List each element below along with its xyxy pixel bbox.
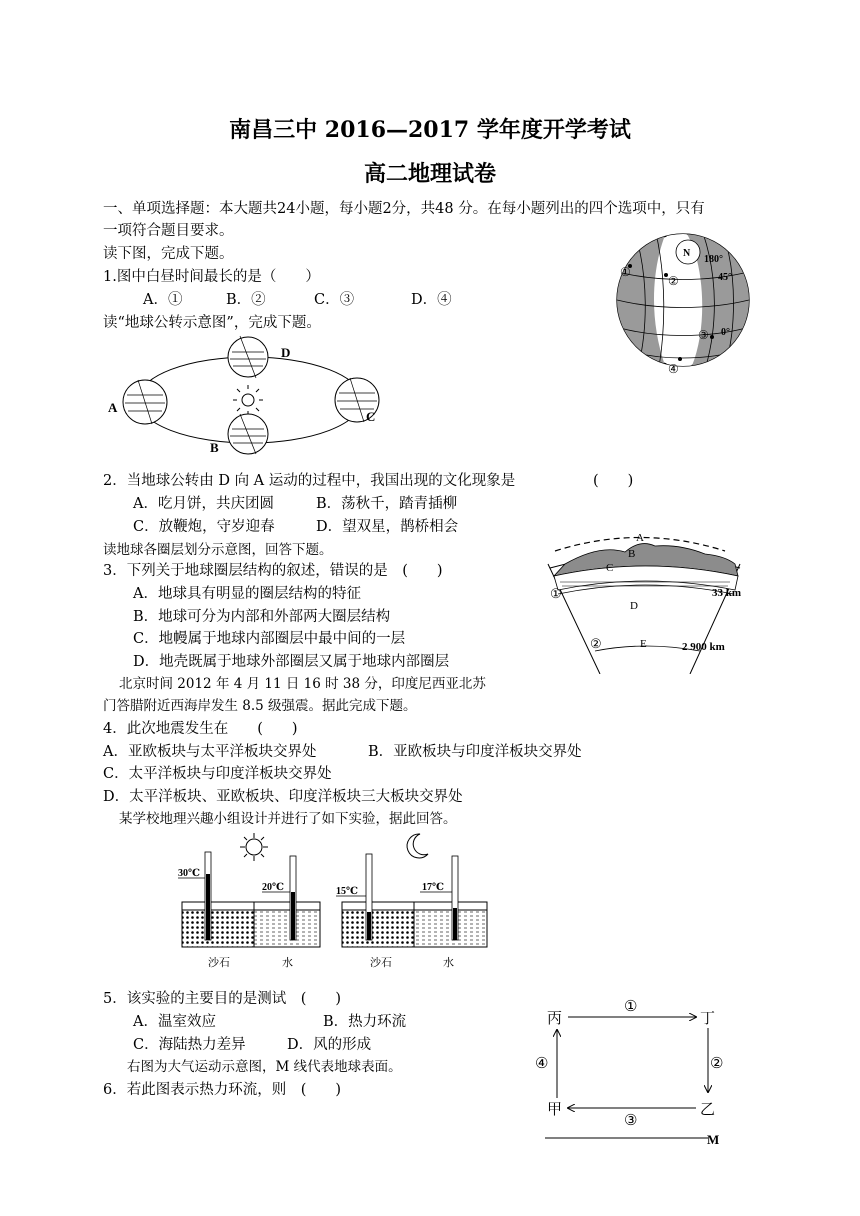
quake-passage-line2: 门答腊附近西海岸发生 8.5 级强震。据此完成下题。 bbox=[103, 698, 417, 714]
label-water-day: 水 bbox=[282, 957, 293, 969]
instruction-circulation: 右图为大气运动示意图，M 线代表地球表面。 bbox=[127, 1059, 402, 1075]
earth-layers-figure bbox=[540, 524, 755, 674]
layer-label-d: D bbox=[630, 600, 638, 612]
experiment-figure bbox=[170, 830, 500, 975]
q4-option-a: A．亚欧板块与太平洋板块交界处 bbox=[103, 744, 317, 760]
globe-mark-3: ③ bbox=[698, 328, 709, 342]
q5-option-d: D．风的形成 bbox=[287, 1037, 372, 1053]
temp-night-sand: 15℃ bbox=[336, 886, 358, 897]
arrow-label-4: ④ bbox=[535, 1056, 549, 1072]
quake-passage-line1: 北京时间 2012 年 4 月 11 日 16 时 38 分，印度尼西亚北苏 bbox=[119, 676, 486, 692]
instruction-experiment: 某学校地理兴趣小组设计并进行了如下实验，据此回答。 bbox=[119, 811, 457, 827]
orbit-label-d: D bbox=[281, 345, 291, 360]
instruction-orbit: 读“地球公转示意图”，完成下题。 bbox=[103, 315, 321, 331]
q3-option-d: D．地壳既属于地球外部圈层又属于地球内部圈层 bbox=[133, 654, 450, 670]
exam-subtitle: 高二地理试卷 bbox=[363, 161, 496, 187]
point-ding: 丁 bbox=[700, 1011, 716, 1027]
layer-depth-33: 33 km bbox=[712, 587, 742, 599]
q1-option-b: B．② bbox=[226, 292, 266, 308]
globe-figure bbox=[608, 228, 763, 378]
arrow-label-1: ① bbox=[624, 999, 638, 1015]
orbit-figure bbox=[100, 332, 400, 462]
globe-0-label: 0° bbox=[721, 327, 730, 338]
globe-mark-4: ④ bbox=[668, 362, 679, 376]
q2-option-b: B．荡秋千，踏青插柳 bbox=[316, 496, 458, 512]
globe-mark-2: ② bbox=[668, 274, 679, 288]
temp-day-water: 20℃ bbox=[262, 882, 284, 893]
instruction-layers: 读地球各圈层划分示意图，回答下题。 bbox=[103, 542, 333, 558]
sun-icon bbox=[240, 833, 268, 861]
q2-option-d: D．望双星，鹊桥相会 bbox=[316, 519, 459, 535]
orbit-label-b: B bbox=[210, 440, 219, 455]
arrow-label-2: ② bbox=[710, 1056, 724, 1072]
q3-stem: 3．下列关于地球圈层结构的叙述，错误的是 ( ) bbox=[103, 563, 443, 579]
q2-stem: 2．当地球公转由 D 向 A 运动的过程中，我国出现的文化现象是 bbox=[103, 473, 516, 489]
orbit-label-a: A bbox=[108, 400, 118, 415]
exam-title: 南昌三中 2016—2017 学年度开学考试 bbox=[229, 117, 631, 143]
section-intro: 一、单项选择题：本大题共24小题，每小题2分，共48 分。在每小题列出的四个选项中，只有 bbox=[103, 201, 705, 217]
q3-option-b: B．地球可分为内部和外部两大圈层结构 bbox=[133, 609, 391, 625]
q4-option-d: D．太平洋板块、亚欧板块、印度洋板块三大板块交界处 bbox=[103, 789, 463, 805]
point-yi: 乙 bbox=[700, 1102, 716, 1118]
q2-option-a: A．吃月饼，共庆团圆 bbox=[133, 496, 274, 512]
layer-mark-2: ② bbox=[590, 636, 602, 651]
q5-stem: 5．该实验的主要目的是测试 ( ) bbox=[103, 991, 342, 1007]
surface-label-m: M bbox=[707, 1132, 720, 1147]
q4-stem: 4．此次地震发生在 ( ) bbox=[103, 721, 298, 737]
q5-option-c: C．海陆热力差异 bbox=[133, 1037, 246, 1053]
globe-180-label: 180° bbox=[704, 254, 723, 265]
point-bing: 丙 bbox=[547, 1011, 563, 1027]
layer-label-e: E bbox=[640, 638, 647, 650]
globe-45-label: 45° bbox=[718, 272, 732, 283]
layer-label-a: A bbox=[636, 532, 644, 544]
circulation-figure bbox=[530, 992, 730, 1152]
q1-stem: 1.图中白昼时间最长的是（ ） bbox=[103, 269, 320, 285]
q3-option-c: C．地幔属于地球内部圈层中最中间的一层 bbox=[133, 631, 406, 647]
q2-option-c: C．放鞭炮，守岁迎春 bbox=[133, 519, 275, 535]
layer-label-c: C bbox=[606, 562, 614, 574]
layer-mark-1: ① bbox=[550, 586, 562, 601]
q4-option-c: C．太平洋板块与印度洋板块交界处 bbox=[103, 766, 332, 782]
q1-option-d: D．④ bbox=[411, 292, 452, 308]
globe-north-label: N bbox=[683, 248, 691, 259]
label-water-night: 水 bbox=[443, 957, 454, 969]
section-intro-cont: 一项符合题目要求。 bbox=[103, 223, 234, 239]
instruction-read-figure: 读下图，完成下题。 bbox=[103, 246, 234, 262]
q1-option-c: C．③ bbox=[314, 292, 355, 308]
q2-answer-paren: ( ) bbox=[593, 473, 634, 489]
point-jia: 甲 bbox=[547, 1102, 563, 1118]
moon-icon bbox=[407, 834, 428, 858]
layer-depth-2900: 2 900 km bbox=[682, 641, 725, 653]
layer-label-b: B bbox=[628, 548, 636, 560]
globe-mark-1: ① bbox=[620, 265, 631, 279]
q5-option-b: B．热力环流 bbox=[323, 1014, 407, 1030]
q5-option-a: A．温室效应 bbox=[133, 1014, 216, 1030]
q1-option-a: A．① bbox=[143, 292, 183, 308]
label-sand-day: 沙石 bbox=[208, 957, 230, 969]
arrow-label-3: ③ bbox=[624, 1113, 638, 1129]
q3-option-a: A．地球具有明显的圈层结构的特征 bbox=[133, 586, 361, 602]
q6-stem: 6．若此图表示热力环流，则 ( ) bbox=[103, 1082, 342, 1098]
temp-night-water: 17℃ bbox=[422, 882, 444, 893]
orbit-label-c: C bbox=[366, 409, 376, 424]
q4-option-b: B．亚欧板块与印度洋板块交界处 bbox=[368, 744, 582, 760]
label-sand-night: 沙石 bbox=[370, 957, 392, 969]
temp-day-sand: 30℃ bbox=[178, 868, 200, 879]
